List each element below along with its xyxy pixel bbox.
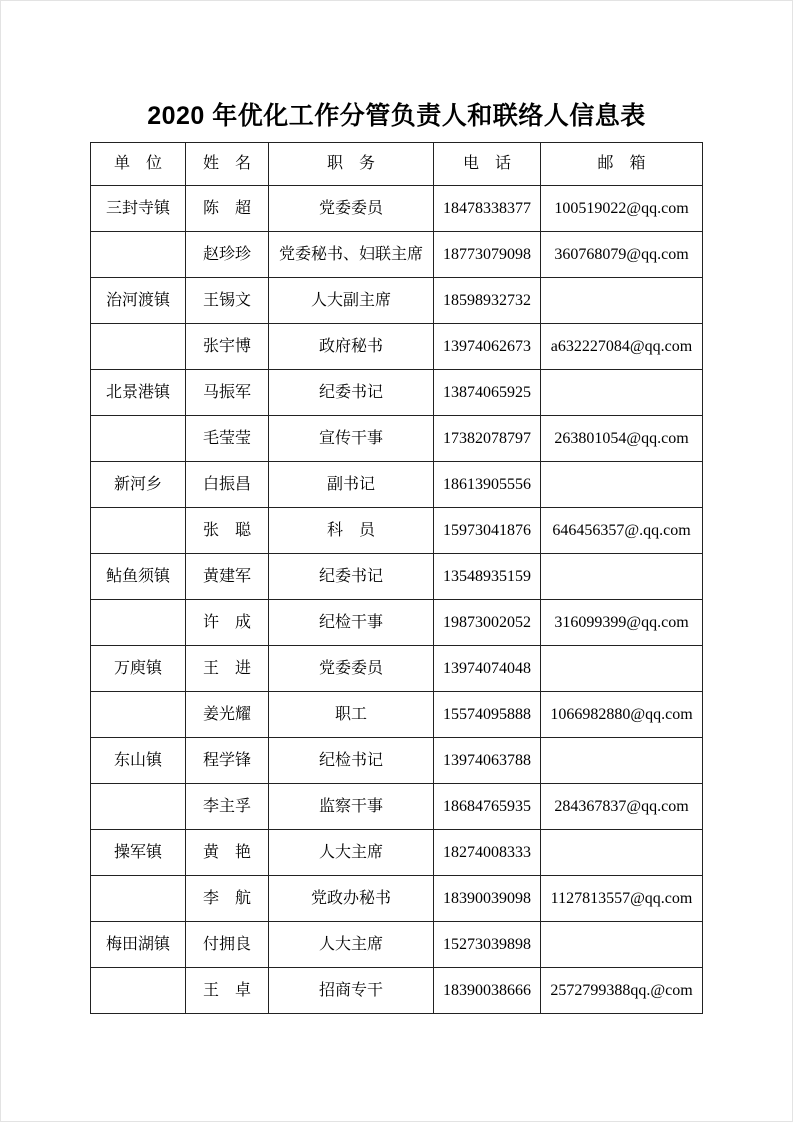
header-cell-phone: 电 话 <box>434 143 541 186</box>
cell-unit: 新河乡 <box>91 462 186 508</box>
cell-phone: 18274008333 <box>434 830 541 876</box>
cell-email: 646456357@.qq.com <box>541 508 703 554</box>
header-cell-unit: 单 位 <box>91 143 186 186</box>
cell-email: 1066982880@qq.com <box>541 692 703 738</box>
cell-name: 程学锋 <box>186 738 269 784</box>
table-row <box>91 830 703 876</box>
cell-position: 党委委员 <box>269 646 434 692</box>
cell-phone: 18390039098 <box>434 876 541 922</box>
cell-email: 316099399@qq.com <box>541 600 703 646</box>
table-row <box>91 462 703 508</box>
table-row <box>91 278 703 324</box>
cell-email <box>541 278 703 324</box>
cell-name: 王 卓 <box>186 968 269 1014</box>
cell-name: 付拥良 <box>186 922 269 968</box>
cell-email <box>541 646 703 692</box>
cell-name: 黄 艳 <box>186 830 269 876</box>
cell-email: a632227084@qq.com <box>541 324 703 370</box>
cell-unit <box>91 324 186 370</box>
cell-unit <box>91 784 186 830</box>
header-row <box>91 143 703 186</box>
cell-position: 副书记 <box>269 462 434 508</box>
cell-position: 科 员 <box>269 508 434 554</box>
cell-phone: 18598932732 <box>434 278 541 324</box>
cell-name: 马振军 <box>186 370 269 416</box>
cell-unit <box>91 876 186 922</box>
header-cell-position: 职 务 <box>269 143 434 186</box>
cell-unit: 东山镇 <box>91 738 186 784</box>
table-row <box>91 784 703 830</box>
table-row <box>91 738 703 784</box>
cell-phone: 13974063788 <box>434 738 541 784</box>
cell-position: 人大主席 <box>269 830 434 876</box>
table-row <box>91 600 703 646</box>
cell-email: 284367837@qq.com <box>541 784 703 830</box>
cell-position: 职工 <box>269 692 434 738</box>
table-row <box>91 646 703 692</box>
cell-phone: 19873002052 <box>434 600 541 646</box>
cell-phone: 15574095888 <box>434 692 541 738</box>
cell-email <box>541 462 703 508</box>
cell-phone: 13974062673 <box>434 324 541 370</box>
cell-name: 张宇博 <box>186 324 269 370</box>
cell-phone: 18773079098 <box>434 232 541 278</box>
cell-phone: 13974074048 <box>434 646 541 692</box>
cell-unit: 北景港镇 <box>91 370 186 416</box>
cell-phone: 15273039898 <box>434 922 541 968</box>
cell-email: 360768079@qq.com <box>541 232 703 278</box>
cell-unit <box>91 232 186 278</box>
cell-name: 赵珍珍 <box>186 232 269 278</box>
header-cell-email: 邮 箱 <box>541 143 703 186</box>
cell-position: 招商专干 <box>269 968 434 1014</box>
cell-phone: 13874065925 <box>434 370 541 416</box>
cell-position: 宣传干事 <box>269 416 434 462</box>
cell-position: 党委委员 <box>269 186 434 232</box>
cell-email <box>541 738 703 784</box>
cell-unit: 鲇鱼须镇 <box>91 554 186 600</box>
cell-email <box>541 922 703 968</box>
cell-unit: 三封寺镇 <box>91 186 186 232</box>
cell-unit <box>91 600 186 646</box>
table-row <box>91 186 703 232</box>
cell-name: 王 进 <box>186 646 269 692</box>
cell-position: 纪委书记 <box>269 370 434 416</box>
cell-unit: 操军镇 <box>91 830 186 876</box>
cell-unit <box>91 692 186 738</box>
cell-email: 100519022@qq.com <box>541 186 703 232</box>
cell-email: 1127813557@qq.com <box>541 876 703 922</box>
cell-name: 陈 超 <box>186 186 269 232</box>
table-row <box>91 692 703 738</box>
cell-position: 政府秘书 <box>269 324 434 370</box>
cell-unit: 治河渡镇 <box>91 278 186 324</box>
table-row <box>91 922 703 968</box>
table-row <box>91 876 703 922</box>
cell-email <box>541 830 703 876</box>
table-body <box>91 186 703 1014</box>
cell-position: 纪检干事 <box>269 600 434 646</box>
cell-name: 黄建军 <box>186 554 269 600</box>
cell-name: 张 聪 <box>186 508 269 554</box>
table-row <box>91 324 703 370</box>
cell-position: 纪委书记 <box>269 554 434 600</box>
cell-email <box>541 370 703 416</box>
document-title: 2020 年优化工作分管负责人和联络人信息表 <box>147 102 646 130</box>
header-cell-name: 姓 名 <box>186 143 269 186</box>
cell-unit <box>91 416 186 462</box>
cell-phone: 18478338377 <box>434 186 541 232</box>
cell-phone: 15973041876 <box>434 508 541 554</box>
table-row <box>91 508 703 554</box>
cell-phone: 17382078797 <box>434 416 541 462</box>
cell-name: 李 航 <box>186 876 269 922</box>
cell-unit <box>91 968 186 1014</box>
cell-name: 姜光耀 <box>186 692 269 738</box>
cell-name: 李主孚 <box>186 784 269 830</box>
cell-email <box>541 554 703 600</box>
cell-email: 263801054@qq.com <box>541 416 703 462</box>
table-row <box>91 416 703 462</box>
contact-info-table <box>90 142 703 1014</box>
table-row <box>91 232 703 278</box>
cell-position: 纪检书记 <box>269 738 434 784</box>
cell-name: 毛莹莹 <box>186 416 269 462</box>
cell-unit <box>91 508 186 554</box>
cell-name: 白振昌 <box>186 462 269 508</box>
cell-position: 党政办秘书 <box>269 876 434 922</box>
cell-position: 监察干事 <box>269 784 434 830</box>
cell-position: 党委秘书、妇联主席 <box>269 232 434 278</box>
cell-unit: 梅田湖镇 <box>91 922 186 968</box>
cell-unit: 万庾镇 <box>91 646 186 692</box>
cell-position: 人大副主席 <box>269 278 434 324</box>
cell-phone: 13548935159 <box>434 554 541 600</box>
cell-phone: 18390038666 <box>434 968 541 1014</box>
table-row <box>91 554 703 600</box>
table-row <box>91 968 703 1014</box>
cell-name: 许 成 <box>186 600 269 646</box>
cell-phone: 18613905556 <box>434 462 541 508</box>
table-row <box>91 370 703 416</box>
cell-email: 2572799388qq.@com <box>541 968 703 1014</box>
cell-phone: 18684765935 <box>434 784 541 830</box>
cell-position: 人大主席 <box>269 922 434 968</box>
cell-name: 王锡文 <box>186 278 269 324</box>
